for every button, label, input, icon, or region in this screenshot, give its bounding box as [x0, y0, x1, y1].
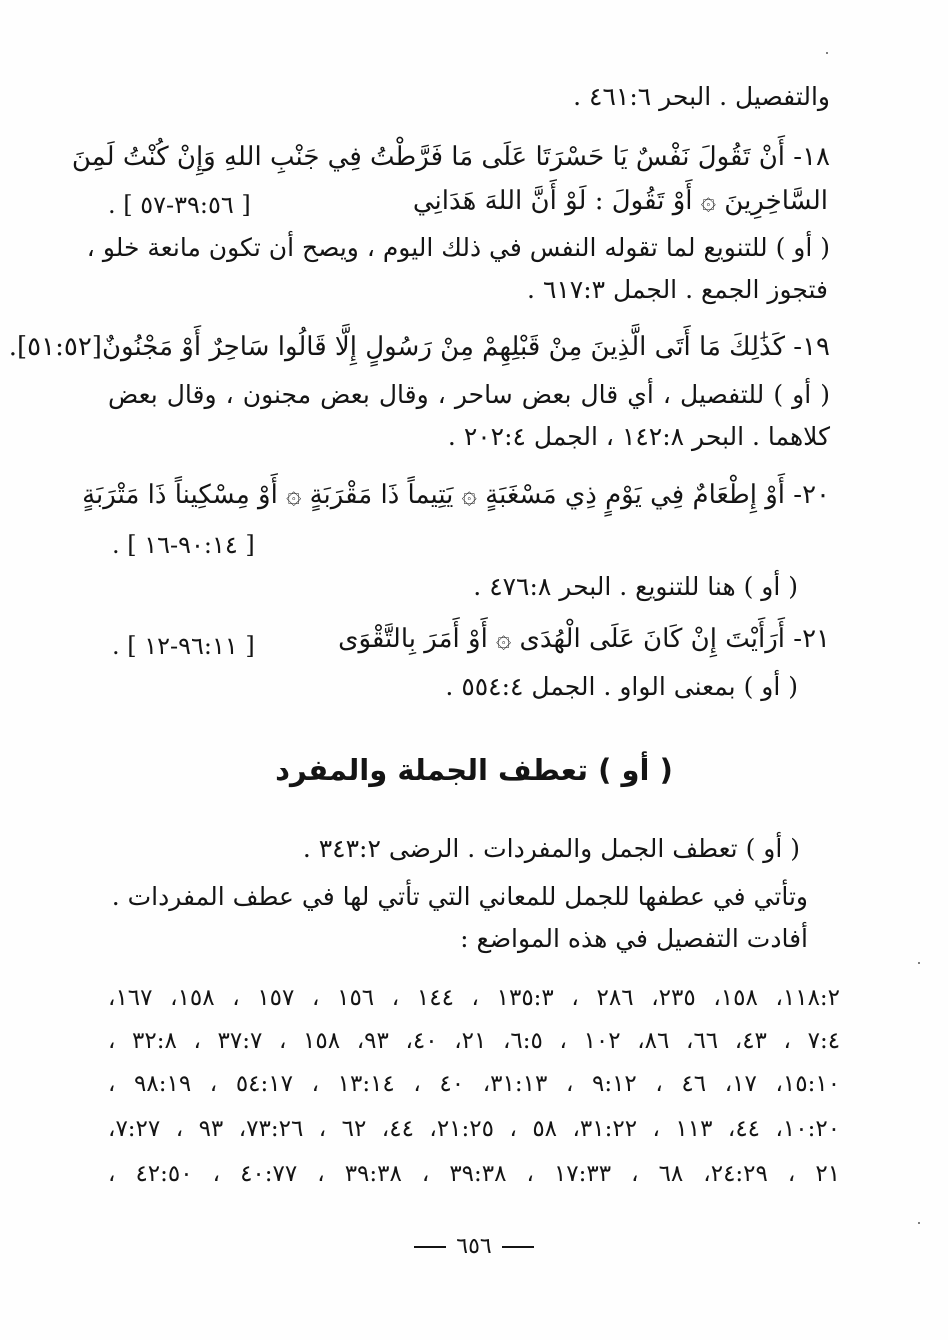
commentary-line: ( أو ) بمعنى الواو . الجمل ٥٥٤:٤ . — [445, 672, 798, 701]
section-heading: ( أو ) تعطف الجملة والمفرد — [275, 753, 673, 787]
section-paragraph: أفادت التفصيل في هذه المواضع : — [460, 924, 808, 953]
section-paragraph: وتأتي في عطفها للجمل للمعاني التي تأتي لها في عطف المفردات . — [111, 882, 808, 911]
verse-18-line-1: ١٨- أَنْ تَقُولَ نَفْسٌ يَا حَسْرَتَا عَلَى مَا فَرَّطْتُ فِي جَنْبِ اللهِ وَإِنْ كُنْتُ لَمِنَ — [71, 142, 830, 172]
verse-reference: [ ٣٩:٥٦-٥٧ ] . — [108, 191, 251, 219]
commentary-line: ( أو ) للتنويع لما تقوله النفس في ذلك اليوم ، ويصح أن تكون مانعة خلو ، — [86, 233, 830, 262]
text-line: والتفصيل . البحر ٤٦١:٦ . — [573, 82, 830, 111]
verse-18-line-2: السَّاخِرِينَ ۞ أَوْ تَقُولَ : لَوْ أَنَّ اللهَ هَدَانِي — [412, 186, 828, 216]
scan-speck — [918, 962, 920, 964]
commentary-line: ( أو ) هنا للتنويع . البحر ٤٧٦:٨ . — [473, 572, 798, 601]
verse-21-line: ٢١- أَرَأَيْتَ إِنْ كَانَ عَلَى الْهُدَى ۞ أَوْ أَمَرَ بِالتَّقْوَى — [338, 624, 830, 654]
scan-speck — [918, 1222, 920, 1224]
dash-left — [414, 1246, 446, 1248]
verse-20-line: ٢٠- أَوْ إِطْعَامٌ فِي يَوْمٍ ذِي مَسْغَبَةٍ ۞ يَتِيماً ذَا مَقْرَبَةٍ ۞ أَوْ مِسْكِيناً ذَا مَتْرَبَةٍ — [82, 480, 830, 510]
page-number-text: ٦٥٦ — [456, 1234, 492, 1259]
dash-right — [502, 1246, 534, 1248]
reference-list-line: ١٠:٢٠، ٤٤، ١١٣ ، ٣١:٢٢، ٥٨ ، ٢١:٢٥، ٤٤، ٦٢ ، ٧٣:٢٦، ٩٣ ، ٧:٢٧، — [108, 1116, 841, 1142]
verse-reference: [ ٩٦:١١-١٢ ] . — [112, 632, 255, 660]
reference-list-line: ٢١ ، ٢٤:٢٩، ٦٨ ، ١٧:٣٣ ، ٣٩:٣٨ ، ٣٩:٣٨ ، ٤٠:٧٧ ، ٤٢:٥٠ ، — [108, 1161, 841, 1187]
commentary-line: فتجوز الجمع . الجمل ٦١٧:٣ . — [527, 275, 828, 304]
reference-list-line: ١٥:١٠، ١٧، ٤٦ ، ٩:١٢ ، ٣١:١٣، ٤٠ ، ١٣:١٤ ، ٥٤:١٧ ، ٩٨:١٩ ، — [108, 1071, 841, 1097]
page-number — [0, 1232, 948, 1262]
verse-19-line: ١٩- كَذَٰلِكَ مَا أَتَى الَّذِينَ مِنْ قَبْلِهِمْ مِنْ رَسُولٍ إِلَّا قَالُوا سَاحِرٌ أَوْ مَجْنُونٌ[٥١:٥٢]. — [8, 332, 830, 362]
scan-speck — [826, 52, 828, 54]
commentary-line: ( أو ) للتفصيل ، أي قال بعض ساحر ، وقال بعض مجنون ، وقال بعض — [108, 380, 830, 409]
reference-list-line: ٧:٤ ، ٤٣، ٦٦، ٨٦، ١٠٢ ، ٦:٥، ٢١، ٤٠، ٩٣، ١٥٨ ، ٣٧:٧ ، ٣٢:٨ ، — [108, 1028, 841, 1054]
section-paragraph: ( أو ) تعطف الجمل والمفردات . الرضى ٣٤٣:٢ . — [302, 834, 800, 863]
commentary-line: كلاهما . البحر ١٤٢:٨ ، الجمل ٢٠٢:٤ . — [447, 422, 830, 451]
verse-reference: [ ٩٠:١٤-١٦ ] . — [112, 531, 255, 559]
reference-list-line: ١١٨:٢، ١٥٨، ٢٣٥، ٢٨٦ ، ١٣٥:٣ ، ١٤٤ ، ١٥٦ ، ١٥٧ ، ١٥٨، ١٦٧، — [108, 985, 841, 1011]
